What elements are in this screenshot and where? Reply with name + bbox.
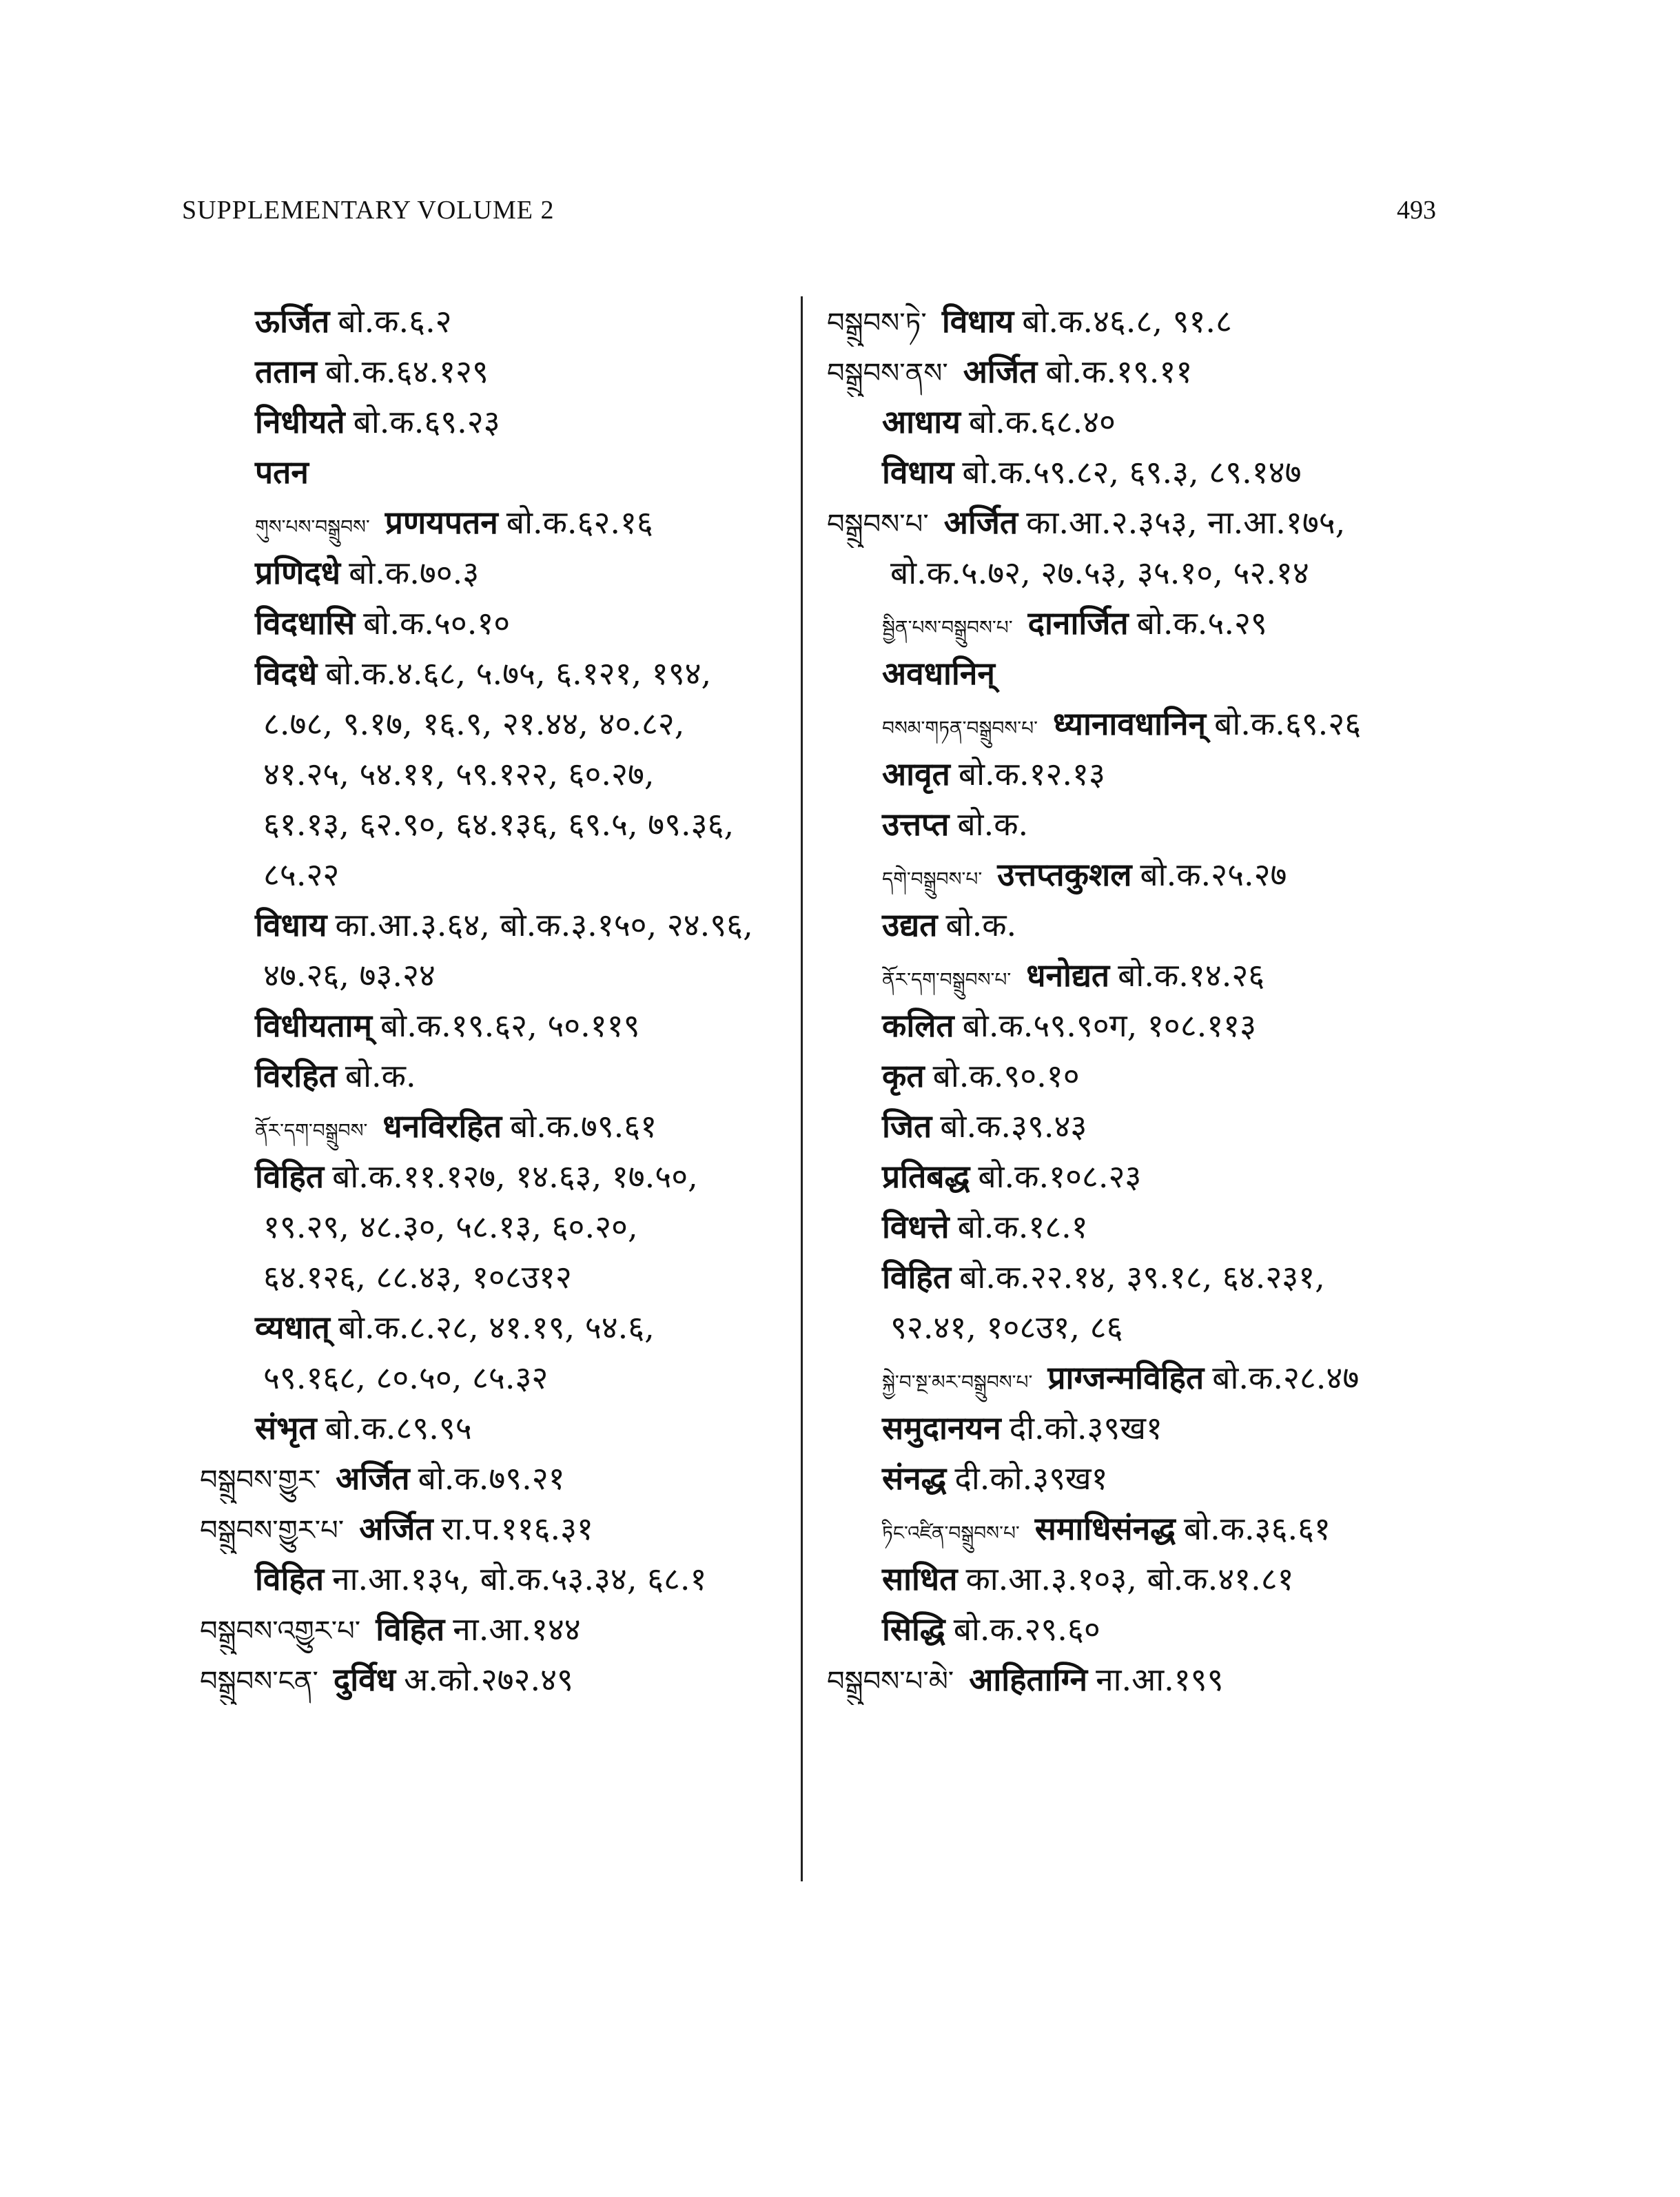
sanskrit-term: विधाय [941,303,1014,340]
source-reference: बो.क.९०.१० [932,1057,1080,1094]
entry-line [200,1202,792,1252]
source-reference: बो.क.११.१२७, १४.६३, १७.५०, [332,1158,698,1195]
entry-line [200,1604,792,1655]
source-reference: बो.क.८.२८, ४१.१९, ५४.६, [338,1309,655,1346]
source-reference: ना.आ.१९९ [1096,1661,1224,1698]
source-reference: बो.क.५.२९ [1136,604,1267,642]
sanskrit-term: कृत [882,1057,925,1094]
tibetan-headword: སྐྱེ་བ་སྔ་མར་བསྒྲུབས་པ་ [882,1371,1033,1393]
source-reference: बो.क.६९.२६ [1214,705,1362,742]
entry-line [200,1403,792,1453]
entry-line [827,1051,1502,1101]
sanskrit-term: आधाय [882,403,961,440]
entry-line [827,1202,1502,1252]
sanskrit-term: ततान [255,353,317,390]
sanskrit-term: संभृत [255,1409,317,1447]
source-reference: ५९.१६८, ८०.५०, ८५.३२ [263,1359,549,1396]
entry-line [827,699,1502,749]
source-reference: बो.क.६९.२३ [353,403,500,440]
source-reference: ४१.२५, ५४.११, ५९.१२२, ६०.२७, [263,755,655,793]
entry-line [827,1453,1502,1504]
entry-line [200,1001,792,1051]
entry-line [827,397,1502,447]
entry-line [200,1554,792,1604]
entry-line [827,1554,1502,1604]
sanskrit-term: विधत्ते [882,1208,950,1245]
sanskrit-term: आवृत [882,755,950,793]
sanskrit-term: अर्जित [336,1460,410,1497]
source-reference: का.आ.३.१०३, बो.क.४१.८१ [965,1560,1294,1597]
sanskrit-term: दुर्विध [333,1661,396,1698]
source-reference: अ.को.२७२.४९ [404,1661,573,1698]
tibetan-headword: བསམ་གཏན་བསྒྲུབས་པ་ [882,717,1038,739]
source-reference: बो.क.५९.८२, ६९.३, ८९.१४७ [962,453,1302,491]
sanskrit-term: उत्तप्त [882,806,950,843]
entry-line [827,347,1502,397]
sanskrit-term: प्रणयपतन [385,504,498,541]
source-reference: ना.आ.१३५, बो.क.५३.३४, ६८.१ [332,1560,707,1597]
sanskrit-term: विधाय [882,453,954,491]
tibetan-headword: བསྒྲུབས་གྱུར་པ་ [200,1515,345,1546]
source-reference: बो.क.२८.४७ [1212,1359,1360,1396]
entry-line [827,447,1502,498]
entry-line [200,1051,792,1101]
entry-line [200,799,792,850]
running-head [182,195,1436,229]
sanskrit-term: निधीयते [255,403,345,440]
tibetan-headword: བསྒྲུབས་གྱུར་ [200,1464,321,1496]
source-reference: बो.क.१०८.२३ [978,1158,1142,1195]
sanskrit-term: विधाय [255,906,327,943]
entry-line [200,1453,792,1504]
running-title: SUPPLEMENTARY VOLUME 2 [182,196,555,225]
entry-line [827,749,1502,799]
source-reference: बो.क.७९.६१ [510,1107,657,1145]
entry-line [200,1252,792,1302]
tibetan-headword: དགེ་བསྒྲུབས་པ་ [882,868,983,890]
entry-line [200,1655,792,1705]
sanskrit-term: अर्जित [963,353,1038,390]
source-reference: का.आ.२.३५३, ना.आ.१७५, [1026,504,1346,541]
sanskrit-term: साधित [882,1560,958,1597]
sanskrit-term: विहित [882,1258,952,1296]
tibetan-headword: ནོར་དག་བསྒྲུབས་པ་ [882,968,1012,991]
entry-line [200,900,792,950]
left-column [200,296,792,1705]
sanskrit-term: धनविरहित [382,1107,502,1145]
sanskrit-term: विरहित [255,1057,337,1094]
tibetan-headword: ནོར་དག་བསྒྲུབས་ [255,1119,368,1142]
tibetan-headword: བསྒྲུབས་འགྱུར་པ་ [200,1615,361,1647]
source-reference: बो.क.१२.१३ [958,755,1105,793]
tibetan-headword: ཏིང་འཛིན་བསྒྲུབས་པ་ [882,1522,1020,1544]
source-reference: बो.क.६४.१२९ [325,353,489,390]
sanskrit-term: जित [882,1107,932,1145]
source-reference: ९२.४१, १०८उ१, ८६ [890,1309,1123,1346]
sanskrit-term: अवधानिन् [882,655,995,692]
source-reference: बो.क.७९.२१ [418,1460,565,1497]
source-reference: बो.क.१८.१ [957,1208,1088,1245]
sanskrit-term: दानार्जित [1027,604,1129,642]
source-reference: १९.२९, ४८.३०, ५८.१३, ६०.२०, [263,1208,638,1245]
tibetan-headword: སྦྱིན་པས་བསྒྲུབས་པ་ [882,616,1013,639]
entry-line [200,1302,792,1353]
source-reference: ६१.१३, ६२.९०, ६४.१३६, ६९.५, ७९.३६, [263,806,735,843]
sanskrit-term: अर्जित [943,504,1018,541]
source-reference: ८.७८, ९.१७, १६.९, २१.४४, ४०.८२, [263,705,685,742]
entry-line [200,1504,792,1554]
sanskrit-term: प्रणिदधे [255,554,341,591]
sanskrit-term: विहित [255,1158,325,1195]
source-reference: बो.क.१४.२६ [1118,957,1265,994]
entry-line [200,347,792,397]
entry-line [200,1353,792,1403]
entry-line [827,1252,1502,1302]
tibetan-headword: བསྒྲུབས་པ་ [827,509,929,540]
sanskrit-term: पतन [255,453,309,491]
entry-line [827,1101,1502,1152]
sanskrit-term: विधीयताम् [255,1007,373,1044]
entry-line [200,296,792,347]
right-column [827,296,1502,1705]
sanskrit-term: आहिताग्नि [969,1661,1088,1698]
tibetan-headword: བསྒྲུབས་ཏེ་ [827,307,927,339]
entry-line [827,548,1502,598]
entry-line [827,1001,1502,1051]
entry-line [200,648,792,699]
source-reference: बो.क.१९.६२, ५०.११९ [380,1007,640,1044]
source-reference: ६४.१२६, ८८.४३, १०८उ१२ [263,1258,572,1296]
entry-line [827,1353,1502,1403]
source-reference: बो.क.४.६८, ५.७५, ६.१२१, १९४, [325,655,712,692]
entry-line [200,699,792,749]
source-reference: बो.क.५९.९०ग, १०८.११३ [962,1007,1256,1044]
entry-line [827,1152,1502,1202]
entry-line [200,397,792,447]
entry-line [827,1403,1502,1453]
entry-line [827,598,1502,648]
source-reference: बो.क.८९.९५ [325,1409,472,1447]
tibetan-headword: གུས་པས་བསྒྲུབས་ [255,515,370,538]
entry-line [827,900,1502,950]
sanskrit-term: विहित [255,1560,325,1597]
source-reference: बो.क.५.७२, २७.५३, ३५.१०, ५२.१४ [890,554,1309,591]
source-reference: बो.क.७०.३ [349,554,480,591]
source-reference: बो.क.६२.१६ [506,504,653,541]
page-number: 493 [1397,196,1436,225]
source-reference: बो.क.२२.१४, ३९.१८, ६४.२३१, [959,1258,1325,1296]
entry-line [200,950,792,1001]
sanskrit-term: कलित [882,1007,954,1044]
sanskrit-term: प्राग्जन्मविहित [1047,1359,1205,1396]
source-reference: बो.क.६८.४० [968,403,1116,440]
source-reference: दी.को.३९ख१ [1009,1409,1162,1447]
sanskrit-term: समाधिसंनद्ध [1034,1510,1176,1547]
sanskrit-term: व्यधात् [255,1309,330,1346]
entry-line [827,1655,1502,1705]
source-reference: रा.प.११६.३१ [441,1510,593,1547]
source-reference: बो.क.५०.१० [363,604,511,642]
sanskrit-term: अर्जित [359,1510,433,1547]
entry-line [200,498,792,548]
column-divider [801,296,803,1881]
source-reference: का.आ.३.६४, बो.क.३.१५०, २४.९६, [335,906,753,943]
sanskrit-term: संनद्ध [882,1460,947,1497]
sanskrit-term: सिद्धि [882,1611,945,1648]
source-reference: ८५.२२ [263,856,340,893]
sanskrit-term: उत्तप्तकुशल [997,856,1132,893]
tibetan-headword: བསྒྲུབས་ནས་ [827,358,948,389]
sanskrit-term: समुदानयन [882,1409,1001,1447]
source-reference: बो.क.६.२ [338,303,452,340]
source-reference: दी.को.३९ख१ [954,1460,1108,1497]
source-reference: बो.क.१९.११ [1045,353,1193,390]
sanskrit-term: धनोद्यत [1026,957,1110,994]
sanskrit-term: ध्यानावधानिन् [1052,705,1207,742]
entry-line [827,648,1502,699]
source-reference: बो.क. [957,806,1029,843]
sanskrit-term: ऊर्जित [255,303,330,340]
entry-line [200,447,792,498]
sanskrit-term: प्रतिबद्ध [882,1158,970,1195]
source-reference: बो.क.२५.२७ [1140,856,1287,893]
entry-line [200,598,792,648]
entry-line [827,1302,1502,1353]
entry-line [200,548,792,598]
sanskrit-term: विदधे [255,655,318,692]
sanskrit-term: उद्यत [882,906,938,943]
entry-line [827,799,1502,850]
entry-line [200,749,792,799]
sanskrit-term: विदधासि [255,604,356,642]
entry-line [200,1101,792,1152]
entry-line [827,1604,1502,1655]
entry-line [200,1152,792,1202]
tibetan-headword: བསྒྲུབས་ངན་ [200,1666,318,1697]
source-reference: बो.क.३६.६१ [1183,1510,1331,1547]
entry-line [827,850,1502,900]
entry-line [827,498,1502,548]
entry-line [827,296,1502,347]
source-reference: बो.क.२९.६० [953,1611,1100,1648]
entry-line [827,950,1502,1001]
source-reference: बो.क. [945,906,1017,943]
source-reference: बो.क. [345,1057,416,1094]
source-reference: ४७.२६, ७३.२४ [263,957,436,994]
entry-line [827,1504,1502,1554]
entry-line [200,850,792,900]
source-reference: ना.आ.१४४ [453,1611,581,1648]
tibetan-headword: བསྒྲུབས་པ་མེ་ [827,1666,954,1697]
source-reference: बो.क.३९.४३ [940,1107,1087,1145]
source-reference: बो.क.४६.८, ९१.८ [1022,303,1232,340]
sanskrit-term: विहित [376,1611,445,1648]
